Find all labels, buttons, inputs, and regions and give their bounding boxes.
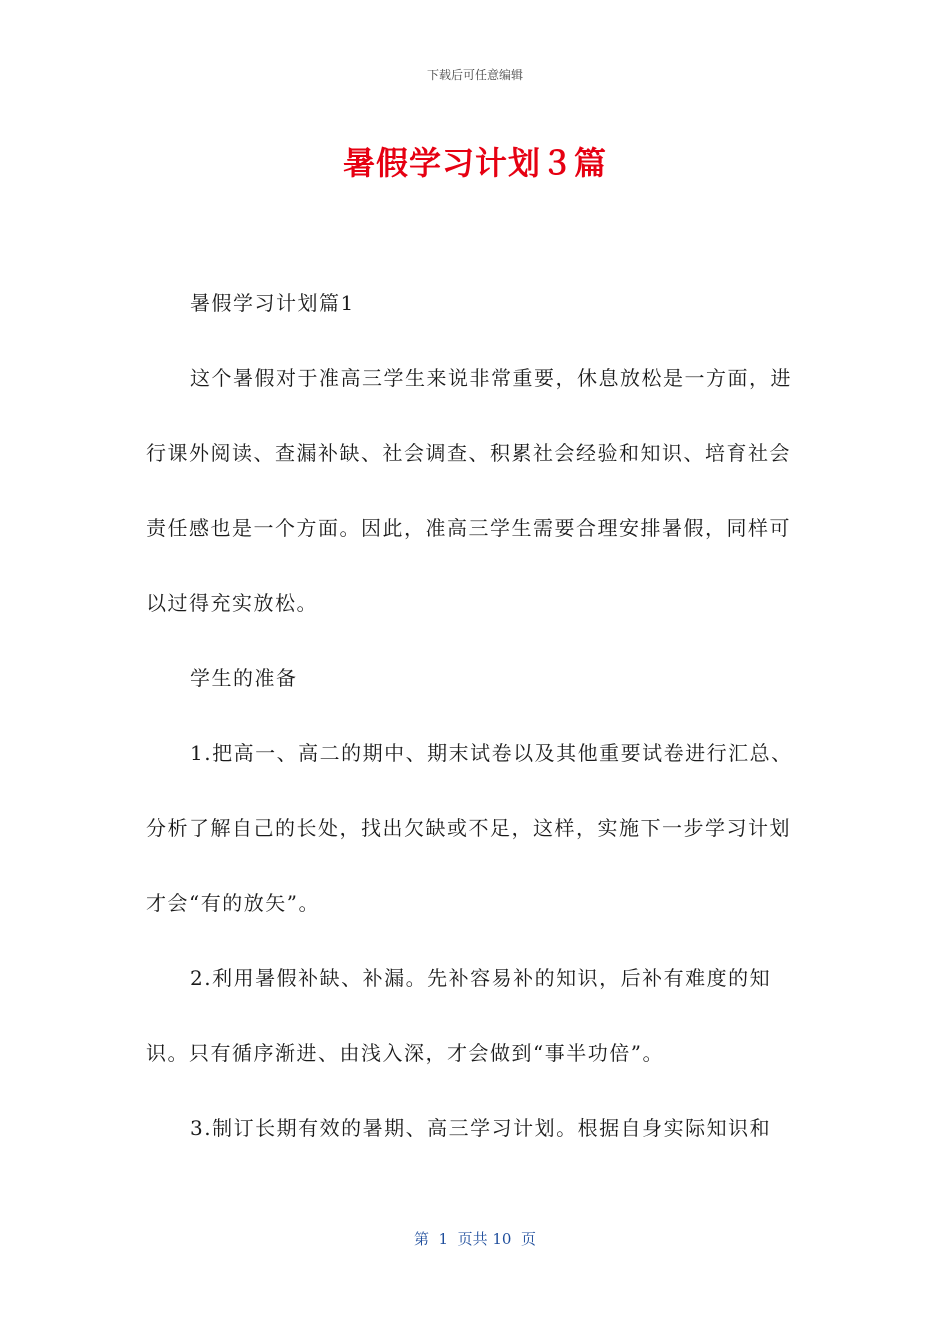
document-title: 暑假学习计划３篇 — [342, 144, 607, 182]
section-heading-1: 暑假学习计划篇1 — [190, 291, 355, 315]
paragraph-intro: 这个暑假对于准高三学生来说非常重要，休息放松是一方面，进行课外阅读、查漏补缺、社会调查、积累社会经验和知识、培育社会责任感也是一个方面。因此，准高三学生需要合理安排暑假，同样可以过得充实放松。 — [146, 366, 792, 615]
paragraph-item-1: 1.把高一、高二的期中、期末试卷以及其他重要试卷进行汇总、分析了解自己的长处，找出欠缺或不足，这样，实施下一步学习计划才会“有的放矢”。 — [146, 741, 793, 915]
page-footer: 第 1 页共 10 页 — [413, 1230, 536, 1248]
section-heading-preparation: 学生的准备 — [190, 666, 298, 690]
document-body — [146, 266, 806, 1166]
paragraph-item-3: 3.制订长期有效的暑期、高三学习计划。根据自身实际知识和 — [190, 1116, 772, 1140]
header-note: 下载后可任意编辑 — [426, 68, 523, 82]
paragraph-item-2: 2.利用暑假补缺、补漏。先补容易补的知识，后补有难度的知识。只有循序渐进、由浅入深，才会做到“事半功倍”。 — [146, 966, 772, 1065]
